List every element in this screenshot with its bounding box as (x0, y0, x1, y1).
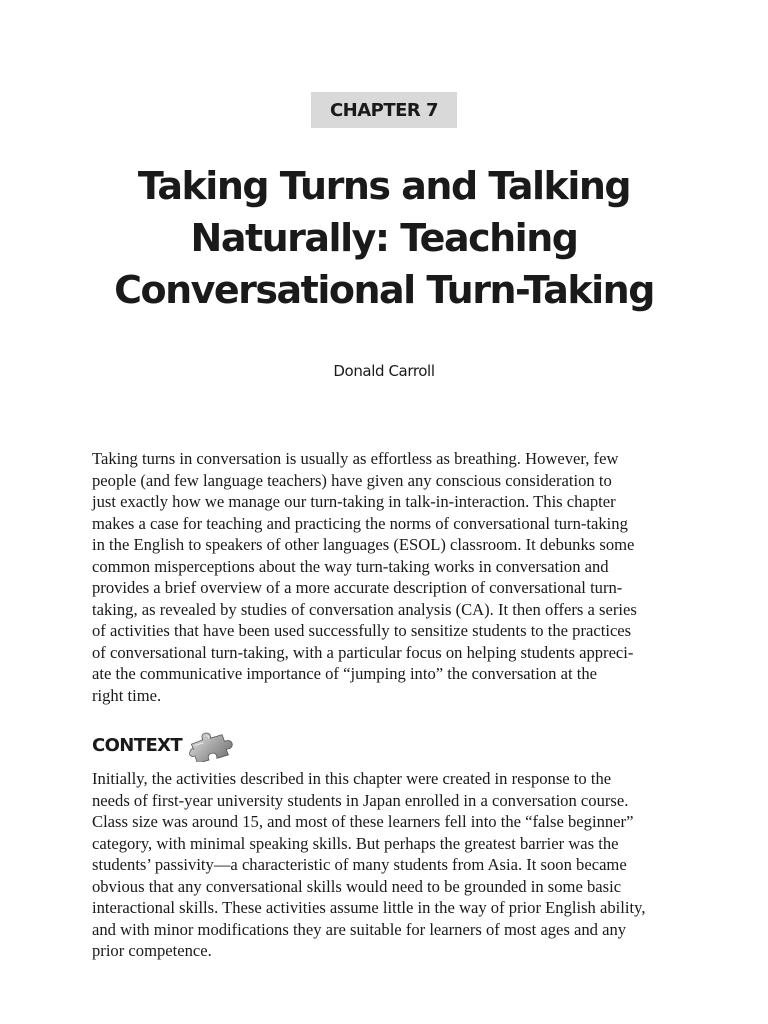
chapter-title-line: Conversational Turn-Taking (114, 268, 654, 312)
text-line: interactional skills. These activities assume little in the way of prior English ability, (92, 898, 646, 917)
text-line: prior competence. (92, 941, 212, 960)
puzzle-piece-icon (188, 728, 236, 762)
context-paragraph (92, 768, 682, 962)
text-line: makes a case for teaching and practicing the norms of conversational turn-taking (92, 513, 628, 533)
text-line: of conversational turn-taking, with a particular focus on helping students appreci- (92, 642, 634, 662)
chapter-title-line: Naturally: Teaching (190, 216, 578, 260)
text-line: right time. (92, 685, 162, 705)
chapter-title-line: Taking Turns and Talking (137, 164, 631, 208)
text-line: category, with minimal speaking skills. But perhaps the greatest barrier was the (92, 833, 619, 853)
text-line: taking, as revealed by studies of conversation analysis (CA). It then offers a series (92, 599, 637, 619)
text-line: ate the communicative importance of “jumping into” the conversation at the (92, 664, 598, 683)
chapter-label-text: CHAPTER 7 (329, 99, 439, 121)
text-line: of activities that have been used successfully to sensitize students to the practices (92, 621, 632, 640)
text-line: common misperceptions about the way turn-taking works in conversation and (92, 556, 609, 576)
chapter-label (311, 92, 457, 128)
abstract-paragraph (92, 448, 682, 706)
text-line: people (and few language teachers) have given any conscious consideration to (92, 470, 612, 490)
context-heading-text: CONTEXT (92, 734, 183, 756)
author-name: Donald Carroll (333, 362, 435, 380)
text-line: provides a brief overview of a more accurate description of conversational turn- (92, 578, 623, 597)
text-line: needs of first-year university students in Japan enrolled in a conversation course. (92, 790, 629, 810)
text-line: Initially, the activities described in this chapter were created in response to the (92, 769, 612, 788)
text-line: obvious that any conversational skills would need to be grounded in some basic (92, 876, 622, 896)
text-line: just exactly how we manage our turn-taking in talk-in-interaction. This chapter (92, 492, 616, 511)
text-line: Taking turns in conversation is usually as effortless as breathing. However, few (92, 449, 619, 468)
context-heading (92, 728, 236, 762)
text-line: Class size was around 15, and most of these learners fell into the “false beginner” (92, 812, 634, 831)
text-line: and with minor modifications they are suitable for learners of most ages and any (92, 919, 627, 939)
text-line: in the English to speakers of other languages (ESOL) classroom. It debunks some (92, 535, 635, 554)
text-line: students’ passivity—a characteristic of many students from Asia. It soon became (92, 855, 627, 874)
chapter-title (60, 160, 708, 316)
